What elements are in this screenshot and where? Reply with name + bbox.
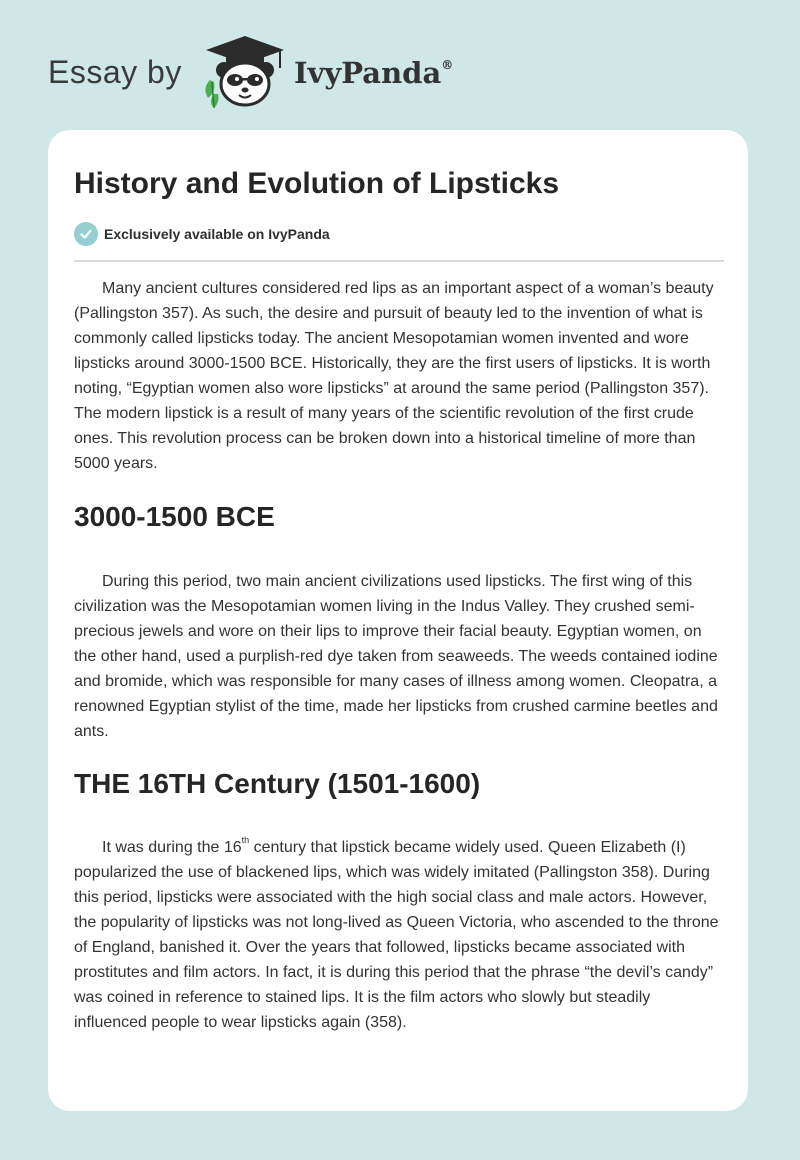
registered-mark: ® [441,58,454,72]
essay-content [74,160,724,1035]
exclusive-badge-label: Exclusively available on IvyPanda [104,226,330,242]
brand-name[interactable]: IvyPanda® [294,56,454,90]
divider [74,260,724,262]
section-heading: THE 16TH Century (1501-1600) [74,768,481,799]
exclusive-badge [74,222,724,246]
site-header [48,34,768,114]
ivypanda-logo-icon[interactable] [200,34,290,110]
section-heading: 3000-1500 BCE [74,501,275,532]
ordinal-suffix: th [241,835,250,845]
essay-title: History and Evolution of Lipsticks [74,167,560,200]
section-paragraph: During this period, two main ancient civilizations used lipsticks. The first wing of this civilization was the Mesopotamian women living in the Indus Valley. They crushed semi-precious jewels and wore on their lips to improve their facial beauty. Egyptian women, on the other hand, used a purplish-red dye taken from seaweeds. The weeds contained iodine and bromide, which was responsible for many cases of illness among women. Cleopatra, a renowned Egyptian stylist of the time, made her lipsticks from crushed carmine beetles and ants. [74,573,718,740]
section-paragraph: It was during the 16th century that lipstick became widely used. Queen Elizabeth (I) popularized the use of blackened lips, which was widely imitated (Pallingston 358). During this period, lipsticks were associated with the high social class and male actors. However, the popularity of lipsticks was not long-lived as Queen Victoria, who ascended to the throne of England, banished it. Over the years that followed, lipsticks became associated with prostitutes and film actors. In fact, it is during this period that the phrase “the devil’s candy” was coined in reference to stained lips. It is the film actors who slowly but steadily influenced people to wear lipsticks again (358). [74,835,719,1031]
intro-paragraph: Many ancient cultures considered red lips as an important aspect of a woman’s beauty (Pallingston 357). As such, the desire and pursuit of beauty led to the invention of what is commonly called lipsticks today. The ancient Mesopotamian women invented and wore lipsticks around 3000-1500 BCE. Historically, they are the first users of lipsticks. It is worth noting, “Egyptian women also wore lipsticks” at around the same period (Pallingston 357). The modern lipstick is a result of many years of the scientific revolution of the first crude ones. This revolution process can be broken down into a historical timeline of more than 5000 years. [74,280,714,472]
essay-card [48,130,748,1111]
check-icon [74,222,98,246]
essay-by-label: Essay by [48,54,182,90]
